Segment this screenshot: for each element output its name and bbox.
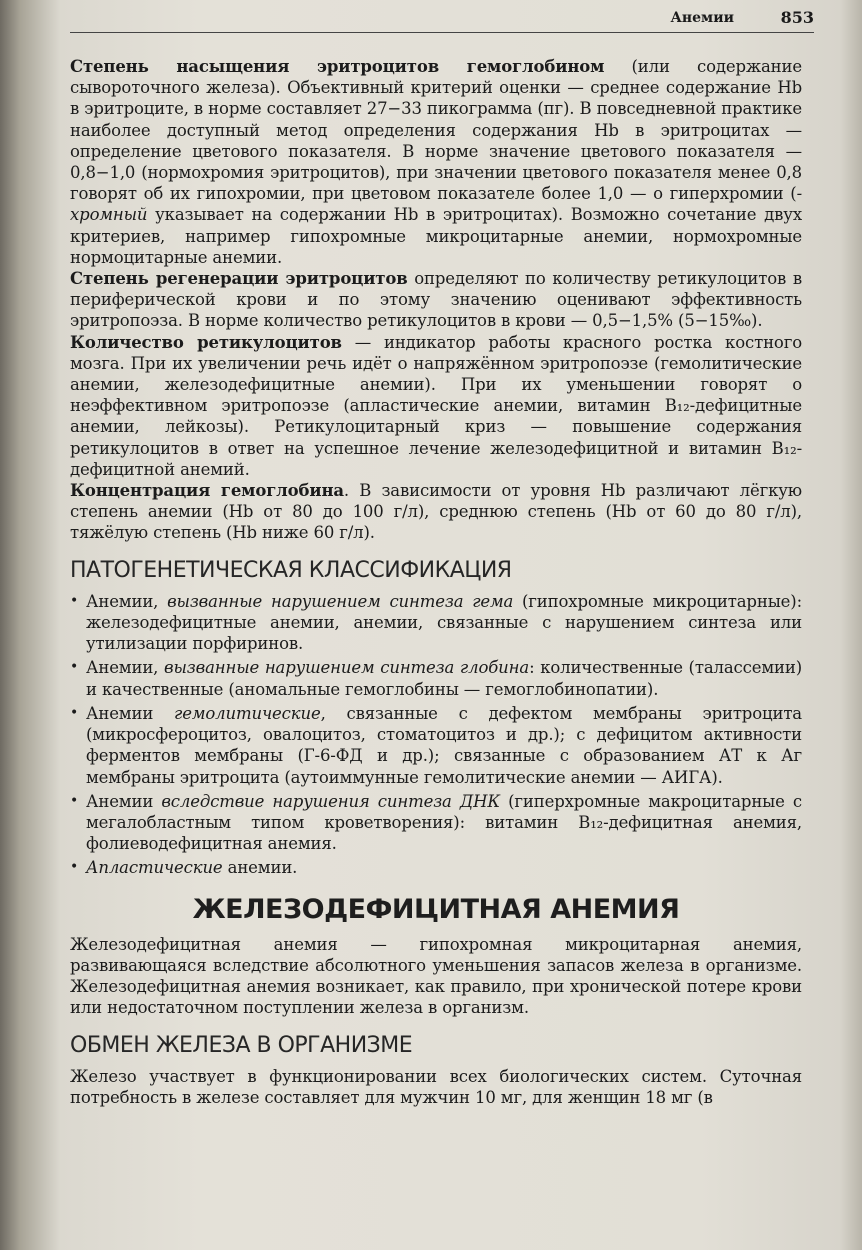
- page-content: [70, 56, 802, 1108]
- page-number: 853: [780, 8, 814, 27]
- section-heading-iron-metabolism: ОБМЕН ЖЕЛЕЗА В ОРГАНИЗМЕ: [70, 1032, 413, 1058]
- paragraph-text: (или содержание сывороточного железа). Объективный критерий оценки — среднее содержание Hb в эритроците, в норме составляет 27−33 пикограмма (пг). В повседневной практике наиболее доступный метод определения содержания Hb в эритроцитах — определение цветового показателя. В норме значение цветового показателя — 0,8−1,0 (нормохромия эритроцитов), при значении цветового показателя менее 0,8 говорят об их гипохромии, при цветовом показателе более 1,0 — о гиперхромии (: [70, 57, 802, 204]
- paragraph-hemoglobin: [70, 480, 802, 544]
- paragraph-saturation: [70, 56, 802, 268]
- header-title: Анемии: [670, 10, 734, 26]
- bullet-icon: •: [70, 792, 79, 809]
- paragraph-text: — индикатор работы красного ростка костного мозга. При их увеличении речь идёт о напряжённом эритропоэзе (гемолитические анемии, железодефицитные анемии). При их уменьшении говорят о неэффективном эритропоэзе (апластические анемии, витамин B₁₂-дефицитные анемии, лейкозы). Ретикулоцитарный криз — повышение содержания ретикулоцитов в ответ на успешное лечение железодефицитной и витамин B₁₂-дефицитной анемий.: [70, 332, 802, 479]
- chapter-intro-paragraph: Железодефицитная анемия — гипохромная микроцитарная анемия, развивающаяся вследствие абсолютного уменьшения запасов железа в организме. Железодефицитная анемия возникает, как правило, при хронической потере крови или недостаточном поступлении железа в организм.: [70, 934, 802, 1018]
- bullet-icon: •: [70, 704, 79, 721]
- iron-metabolism-paragraph: Железо участвует в функционировании всех биологических систем. Суточная потребность в железе составляет для мужчин 10 мг, для женщин 18 мг (в: [70, 1066, 802, 1107]
- term-reticulocytes: Количество ретикулоцитов: [70, 332, 342, 352]
- list-item: • Анемии, вызванные нарушением синтеза глобина: количественные (талассемии) и качественные (аномальные гемоглобины — гемоглобинопатии).: [70, 658, 802, 699]
- list-item: • Анемии гемолитические, связанные с дефектом мембраны эритроцита (микросфероцитоз, овалоцитоз, стоматоцитоз и др.); с дефицитом активности ферментов мембраны (Г-6-ФД и др.); связанные с образованием АТ к Аг мембраны эритроцита (аутоиммунные гемолитические анемии — АИГА).: [70, 703, 802, 787]
- paragraph-text: указывает на содержании Hb в эритроцитах). Возможно сочетание двух критериев, например гипохромные микроцитарные анемии, нормохромные нормоцитарные анемии.: [70, 205, 802, 267]
- bullet-icon: •: [70, 659, 79, 676]
- term-saturation: Степень насыщения эритроцитов гемоглобином: [70, 57, 605, 76]
- list-item: • Апластические анемии.: [70, 858, 298, 878]
- term-regeneration: Степень регенерации эритроцитов: [70, 269, 408, 289]
- classification-list: [70, 591, 802, 879]
- bullet-icon: •: [70, 859, 79, 876]
- chapter-heading: ЖЕЛЕЗОДЕФИЦИТНАЯ АНЕМИЯ: [192, 893, 680, 925]
- paragraph-regeneration: [70, 268, 802, 332]
- paragraph-text: определяют по количеству ретикулоцитов в периферической крови и по этому значению оценивают эффективность эритропоэза. В норме количество ретикулоцитов в крови — 0,5−1,5% (5−15‰).: [70, 269, 802, 331]
- bullet-icon: •: [70, 592, 79, 609]
- list-item: • Анемии вследствие нарушения синтеза ДНК (гиперхромные макроцитарные с мегалобластным типом кроветворения): витамин B₁₂-дефицитная анемия, фолиеводефицитная анемия.: [70, 791, 802, 854]
- italic-term: -хромный: [70, 184, 802, 225]
- running-header: [70, 8, 814, 33]
- section-heading-classification: ПАТОГЕНЕТИЧЕСКАЯ КЛАССИФИКАЦИЯ: [70, 557, 512, 583]
- paragraph-text: . В зависимости от уровня Hb различают лёгкую степень анемии (Hb от 80 до 100 г/л), среднюю степень (Hb от 60 до 80 г/л), тяжёлую степень (Hb ниже 60 г/л).: [70, 481, 803, 543]
- term-hemoglobin: Концентрация гемоглобина: [70, 481, 344, 501]
- list-item: • Анемии, вызванные нарушением синтеза гема (гипохромные микроцитарные): железодефицитные анемии, анемии, связанные с нарушением синтеза или утилизации порфиринов.: [70, 591, 802, 654]
- paragraph-reticulocytes: [70, 332, 802, 480]
